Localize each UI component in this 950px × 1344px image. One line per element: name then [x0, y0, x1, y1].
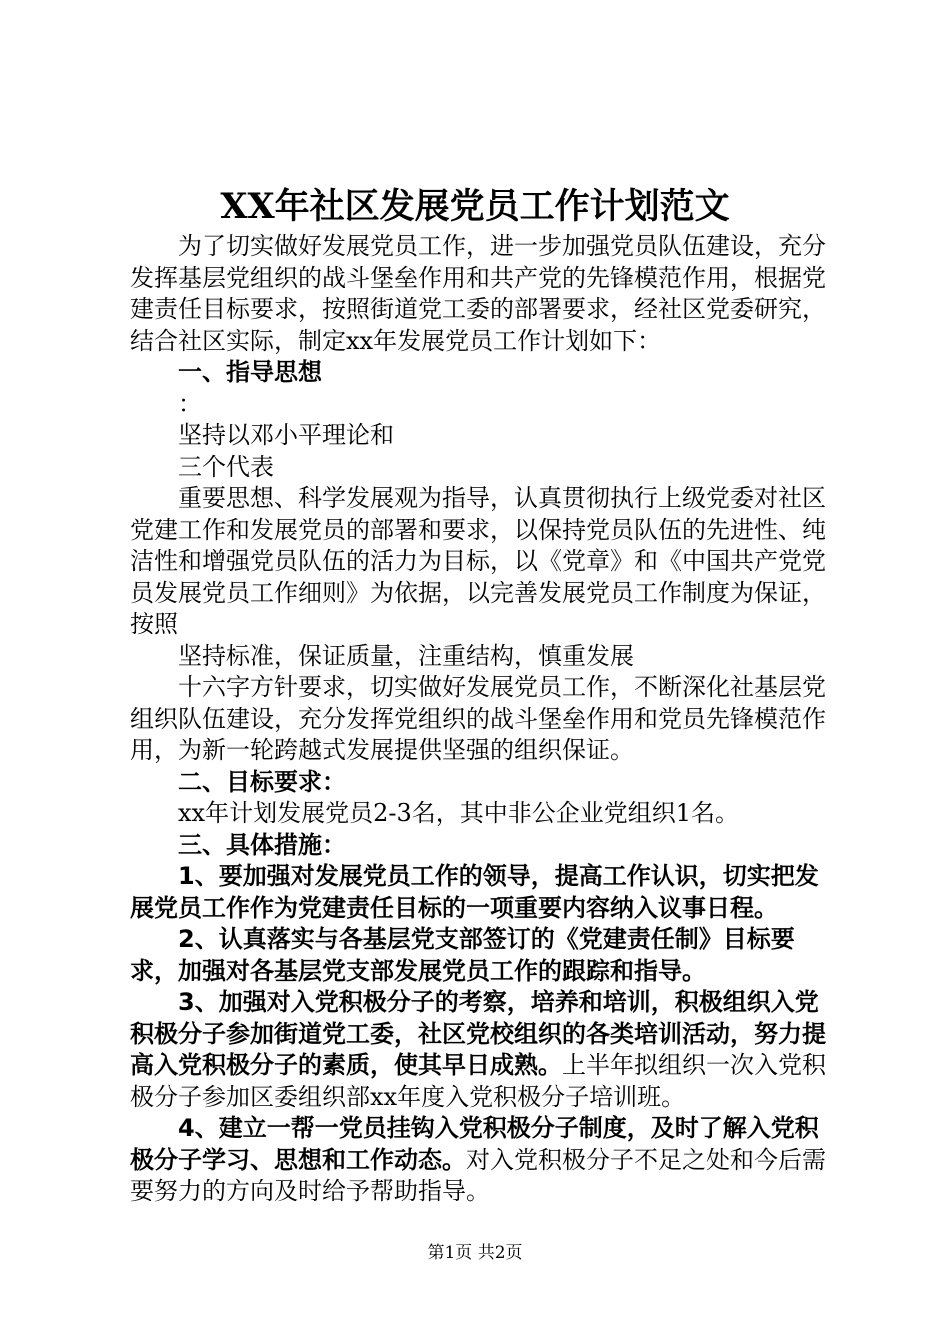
- document-body: [130, 231, 830, 1208]
- measure-item-2: 2、认真落实与各基层党支部签订的《党建责任制》目标要求，加强对各基层党支部发展党员工作的跟踪和指导。: [130, 925, 795, 985]
- ideology-paragraph-main: 重要思想、科学发展观为指导，认真贯彻执行上级党委对社区党建工作和发展党员的部署和要求，以保持党员队伍的先进性、纯洁性和增强党员队伍的活力为目标，以《党章》和《中国共产党党员发展党员工作细则》为依据，以完善发展党员工作制度为保证，按照: [130, 484, 826, 638]
- goals-text: xx年计划发展党员2-3名，其中非公企业党组织1名。: [178, 799, 739, 827]
- measure-item-4: [130, 1113, 830, 1208]
- page-footer: 第1页 共2页: [427, 1243, 523, 1263]
- ideology-line-three-represents: 三个代表: [178, 452, 274, 481]
- section-heading-goals: 二、目标要求：: [178, 767, 346, 796]
- measure-item-3-plain: 上半年拟组织一次入党积极分子参加区委组织部xx年度入党积极分子培训班。: [130, 1051, 826, 1111]
- measure-item-1: 1、要加强对发展党员工作的领导，提高工作认识，切实把发展党员工作作为党建责任目标的一项重要内容纳入议事日程。: [130, 862, 819, 922]
- ideology-paragraph-policy: 十六字方针要求，切实做好发展党员工作，不断深化社基层党组织队伍建设，充分发挥党组织的战斗堡垒作用和党员先锋模范作用，为新一轮跨越式发展提供坚强的组织保证。: [130, 673, 826, 764]
- section-heading-measures: 三、具体措施：: [178, 830, 346, 859]
- measure-item-3-bold: 3、加强对入党积极分子的考察，培养和培训，积极组织入党积极分子参加街道党工委，社区党校组织的各类培训活动，努力提高入党积极分子的素质，使其早日成熟。: [130, 988, 826, 1079]
- ideology-line-principles: 坚持标准，保证质量，注重结构，慎重发展: [178, 641, 634, 670]
- intro-paragraph: 为了切实做好发展党员工作，进一步加强党员队伍建设，充分发挥基层党组织的战斗堡垒作用和共产党的先锋模范作用，根据党建责任目标要求，按照街道党工委的部署要求，经社区党委研究，结合社区实际，制定xx年发展党员工作计划如下：: [130, 232, 826, 355]
- section-heading-guiding-ideology: 一、指导思想: [178, 358, 322, 386]
- section-heading-colon: ：: [178, 389, 202, 418]
- measure-item-3: [130, 987, 830, 1113]
- measure-item-4-bold: 4、建立一帮一党员挂钩入党积极分子制度，及时了解入党积极分子学习、思想和工作动态。: [130, 1114, 819, 1174]
- measure-item-4-plain: 对入党积极分子不足之处和今后需要努力的方向及时给予帮助指导。: [130, 1145, 826, 1205]
- document-title: XX年社区发展党员工作计划范文: [220, 186, 730, 227]
- ideology-line-theory: 坚持以邓小平理论和: [178, 421, 394, 449]
